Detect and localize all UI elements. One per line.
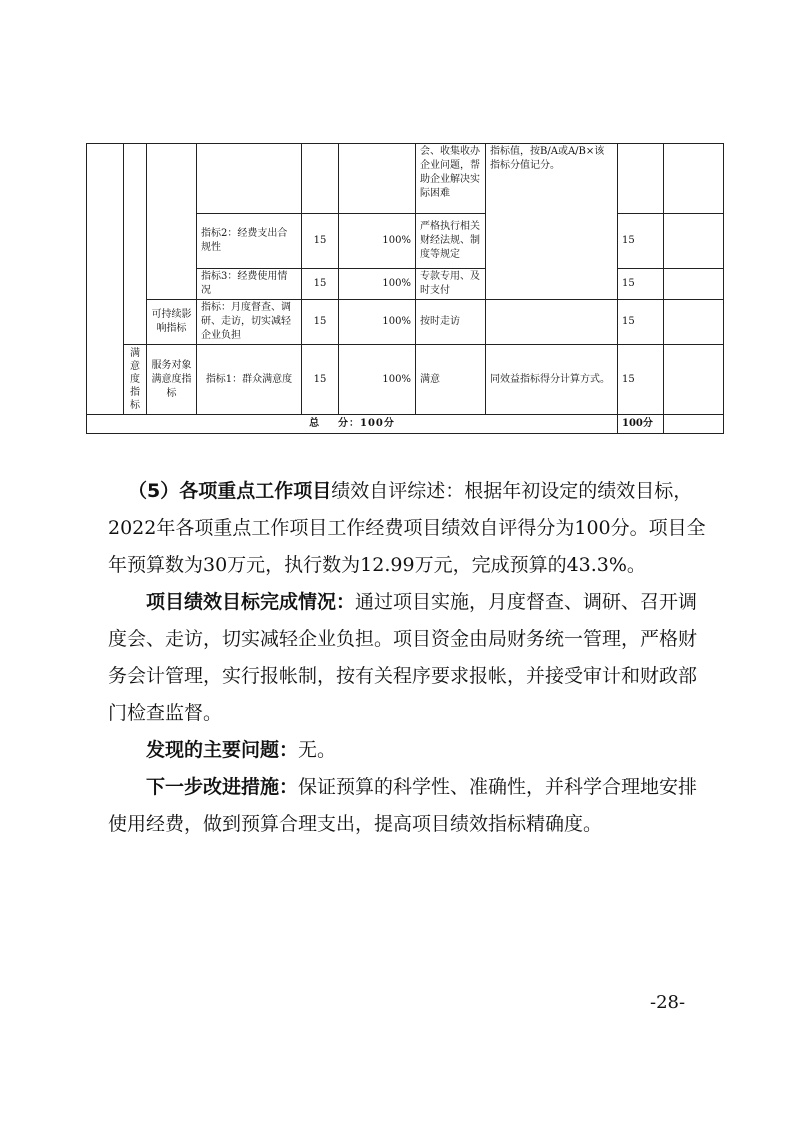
table-row-total bbox=[87, 415, 724, 434]
cell-name: 指标：月度督查、调研、走访，切实减轻企业负担 bbox=[197, 300, 302, 345]
completion-label: 项目绩效目标完成情况： bbox=[146, 591, 356, 613]
cell-content: 会、收集收办企业问题，帮助企业解决实际困难 bbox=[416, 144, 486, 214]
cell-target bbox=[339, 144, 416, 214]
cell-score: 15 bbox=[618, 269, 664, 300]
cell-category-cont bbox=[87, 144, 124, 415]
cell-remark bbox=[664, 214, 724, 269]
cell-target: 100% bbox=[339, 214, 416, 269]
cell-weight: 15 bbox=[302, 345, 339, 415]
cell-content: 满意 bbox=[416, 345, 486, 415]
cell-subsubcat: 可持续影响指标 bbox=[147, 300, 197, 345]
next-steps-text: 保证预算的科学性、准确性，并科学合理地安排使用经费，做到预算合理支出，提高项目绩效指标精确度。 bbox=[108, 776, 698, 835]
completion-text: 通过项目实施，月度督查、调研、召开调度会、走访，切实减轻企业负担。项目资金由局财务统一管理，严格财务会计管理，实行报帐制，按有关程序要求报帐，并接受审计和财政部门检查监督。 bbox=[108, 591, 698, 724]
section5-paragraph bbox=[108, 473, 708, 584]
cell-name: 指标3：经费使用情况 bbox=[197, 269, 302, 300]
cell-target: 100% bbox=[339, 345, 416, 415]
cell-content: 严格执行相关财经法规、制度等规定 bbox=[416, 214, 486, 269]
completion-paragraph bbox=[108, 584, 708, 732]
cell-subsubcat: 服务对象满意度指标 bbox=[147, 345, 197, 415]
next-steps-label: 下一步改进措施： bbox=[146, 776, 299, 798]
cell-subcat-cont bbox=[124, 144, 147, 345]
cell-method: 指标值，按B/A或A/B×该指标分值记分。 bbox=[486, 144, 618, 300]
cell-weight: 15 bbox=[302, 300, 339, 345]
cell-score: 15 bbox=[618, 300, 664, 345]
table-row-sustainability bbox=[87, 300, 724, 345]
cell-name bbox=[197, 144, 302, 214]
cell-remark bbox=[664, 415, 724, 434]
cell-subsubcat-cont bbox=[147, 144, 197, 300]
cell-content: 按时走访 bbox=[416, 300, 486, 345]
cell-weight bbox=[302, 144, 339, 214]
cell-score bbox=[618, 144, 664, 214]
cell-score: 15 bbox=[618, 345, 664, 415]
cell-weight: 15 bbox=[302, 269, 339, 300]
cell-method: 同效益指标得分计算方式。 bbox=[486, 345, 618, 415]
cell-remark bbox=[664, 345, 724, 415]
performance-table bbox=[86, 143, 724, 434]
table-row-continuation bbox=[87, 144, 724, 214]
cell-method bbox=[486, 300, 618, 345]
cell-subcat bbox=[124, 345, 147, 415]
cell-weight: 15 bbox=[302, 214, 339, 269]
cell-target: 100% bbox=[339, 269, 416, 300]
cell-remark bbox=[664, 269, 724, 300]
problems-text: 无。 bbox=[298, 739, 337, 761]
next-steps-paragraph bbox=[108, 769, 708, 843]
cell-target: 100% bbox=[339, 300, 416, 345]
total-score: 100分 bbox=[618, 415, 664, 434]
cell-score: 15 bbox=[618, 214, 664, 269]
body-text bbox=[108, 473, 708, 843]
cell-remark bbox=[664, 144, 724, 214]
satisfaction-category-label: 满意度指标 bbox=[130, 348, 140, 411]
cell-content: 专款专用、及时支付 bbox=[416, 269, 486, 300]
table-row-satisfaction bbox=[87, 345, 724, 415]
problems-paragraph bbox=[108, 732, 708, 769]
section5-text: 绩效自评综述：根据年初设定的绩效目标，2022年各项重点工作项目工作经费项目绩效自评得分为100分。项目全年预算数为30万元，执行数为12.99万元，完成预算的43.3%。 bbox=[108, 480, 706, 576]
total-label: 总 分：100分 bbox=[87, 415, 618, 434]
section5-heading: （5）各项重点工作项目 bbox=[128, 480, 332, 502]
page-number: -28- bbox=[650, 992, 686, 1013]
cell-name: 指标2：经费支出合规性 bbox=[197, 214, 302, 269]
cell-name: 指标1：群众满意度 bbox=[197, 345, 302, 415]
cell-remark bbox=[664, 300, 724, 345]
problems-label: 发现的主要问题： bbox=[146, 739, 299, 761]
